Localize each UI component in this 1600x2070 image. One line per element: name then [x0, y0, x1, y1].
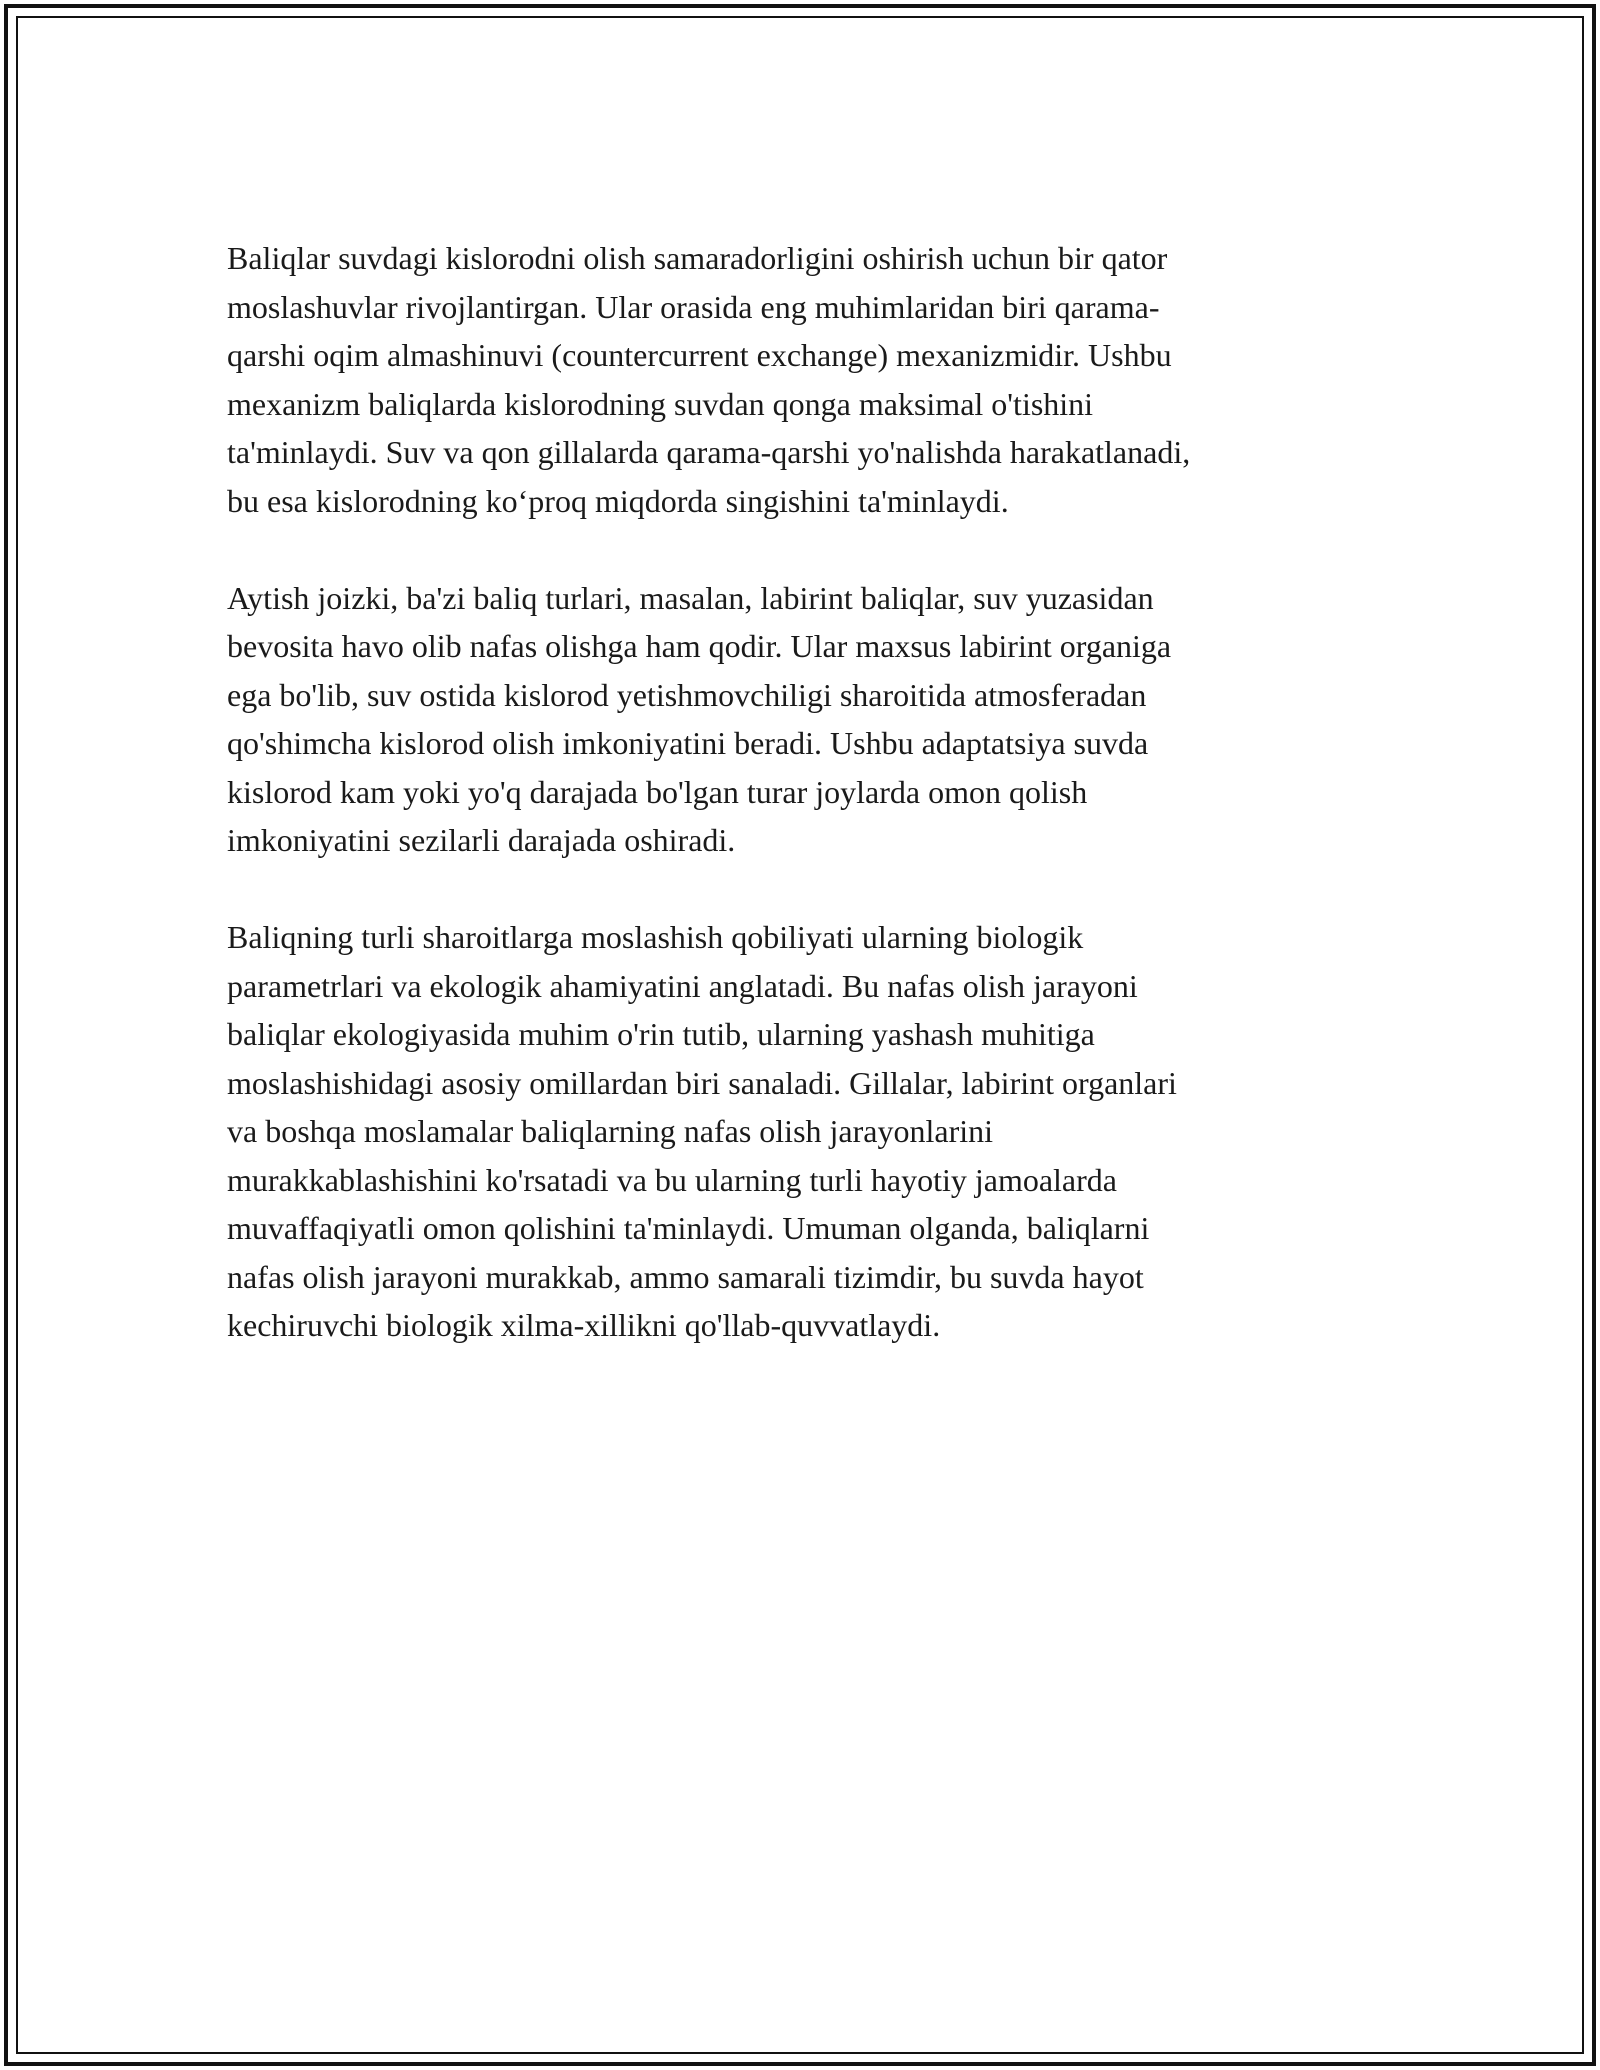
paragraph-3: Baliqning turli sharoitlarga moslashish qobiliyati ularning biologik parametrlari va ekologik ahamiyatini anglatadi. Bu nafas olish jarayoni baliqlar ekologiyasida muhim o'rin tutib, ularning yashash muhitiga moslashishidagi asosiy omillardan biri sanaladi. Gillalar, labirint organlari va boshqa moslamalar baliqlarning nafas olish jarayonlarini murakkablashishini ko'rsatadi va bu ularning turli hayotiy jamoalarda muvaffaqiyatli omon qolishini ta'minlaydi. Umuman olganda, baliqlarni nafas olish jarayoni murakkab, ammo samarali tizimdir, bu suvda hayot kechiruvchi biologik xilma-xillikni qo'llab-quvvatlaydi.: [227, 919, 1177, 1343]
paragraph-2: Aytish joizki, ba'zi baliq turlari, masalan, labirint baliqlar, suv yuzasidan bevosita havo olib nafas olishga ham qodir. Ular maxsus labirint organiga ega bo'lib, suv ostida kislorod yetishmovchiligi sharoitida atmosferadan qo'shimcha kislorod olish imkoniyatini beradi. Ushbu adaptatsiya suvda kislorod kam yoki yo'q darajada bo'lgan turar joylarda omon qolish imkoniyatini sezilarli darajada oshiradi.: [227, 579, 1172, 858]
paragraph-1: Baliqlar suvdagi kislorodni olish samaradorligini oshirish uchun bir qator moslashuvlar rivojlantirgan. Ular orasida eng muhimlaridan biri qarama- qarshi oqim almashinuvi (countercurrent exchange) mexanizmidir. Ushbu mexanizm baliqlarda kislorodning suvdan qonga maksimal o'tishini ta'minlaydi. Suv va qon gillalarda qarama-qarshi yo'nalishda harakatlanadi, bu esa kislorodning ko‘proq miqdorda singishini ta'minlaydi.: [227, 240, 1191, 519]
document-body: [227, 234, 1357, 1398]
